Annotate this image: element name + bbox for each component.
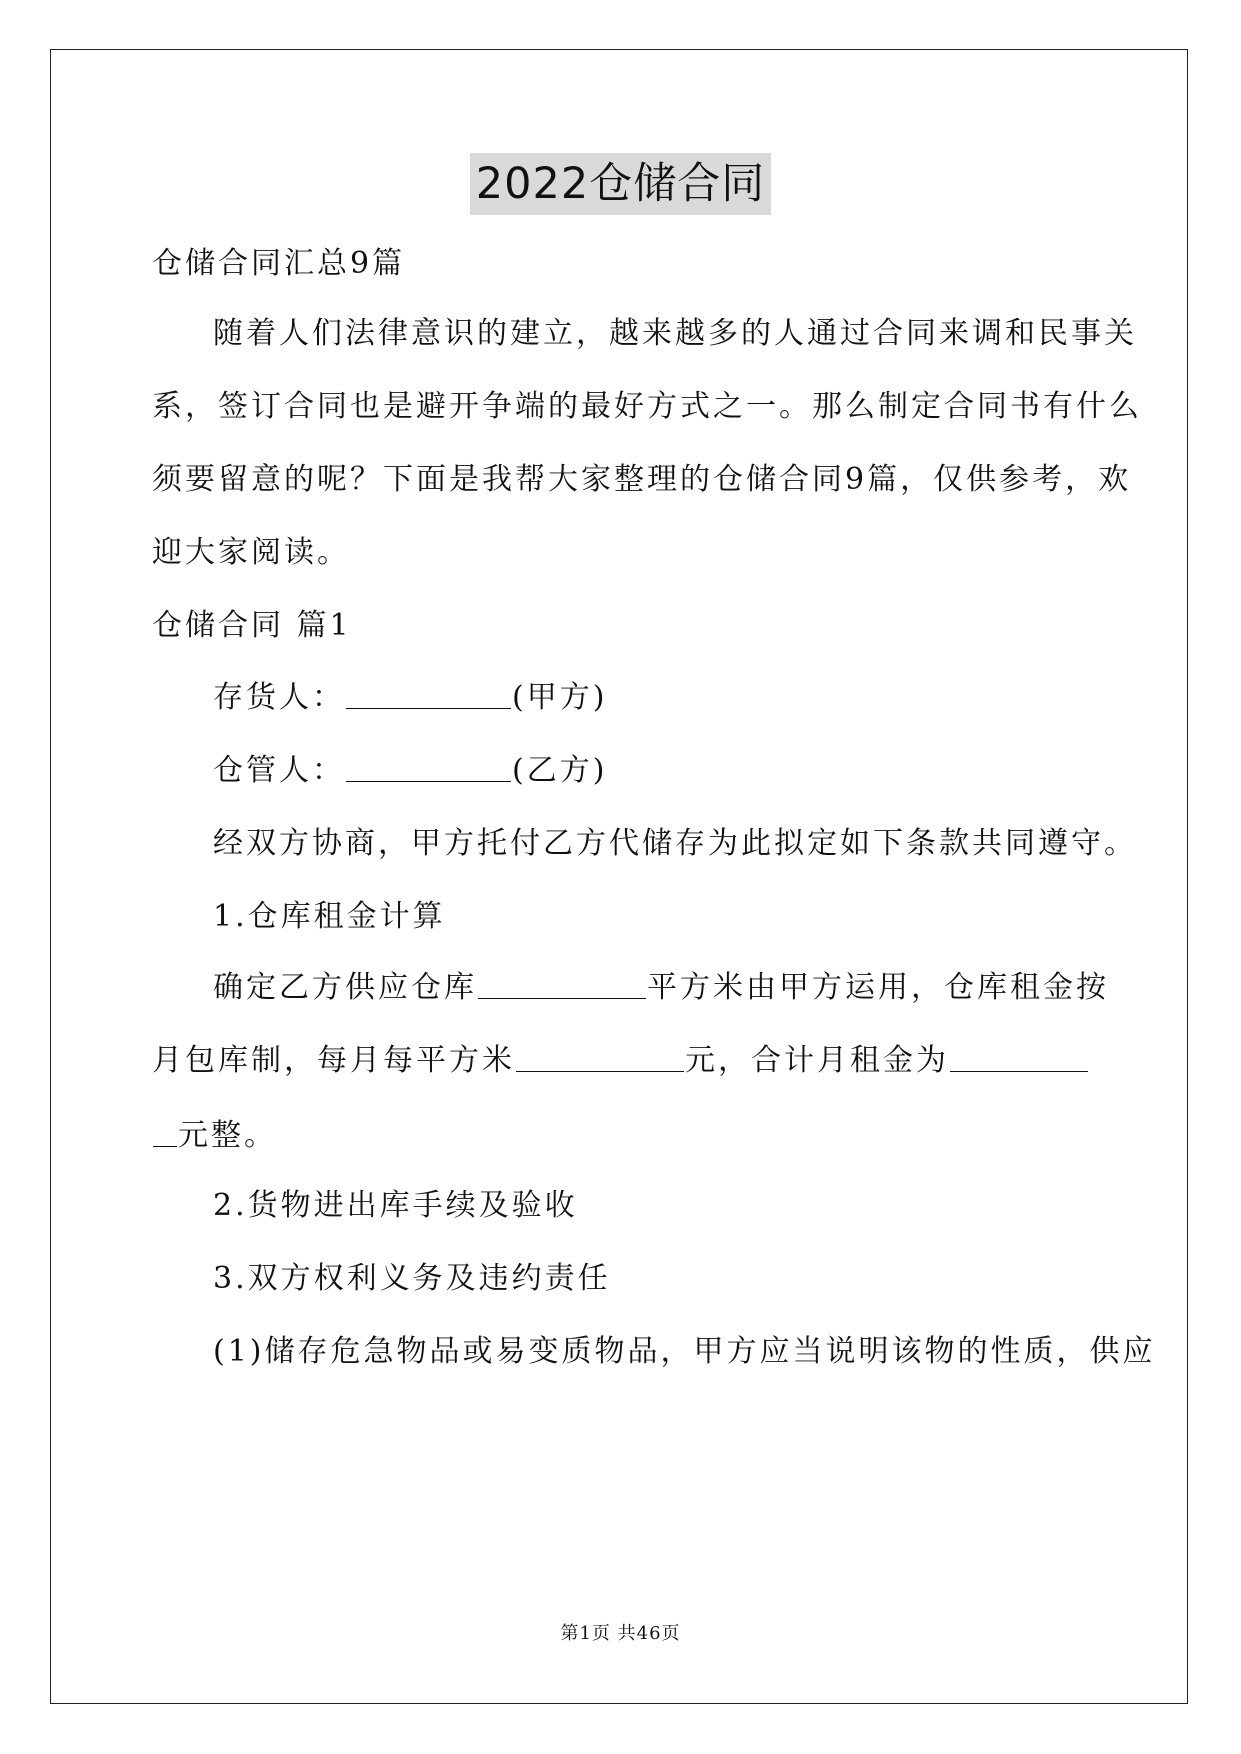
depositor-label: 存货人： bbox=[213, 680, 345, 715]
monthly-total-blank-cont bbox=[153, 1116, 177, 1147]
warehouse-area-blank bbox=[478, 968, 646, 999]
intro-line-2: 系，签订合同也是避开争端的最好方式之一。那么制定合同书有什么 bbox=[152, 389, 1142, 424]
keeper-label: 仓管人： bbox=[213, 753, 345, 788]
page-border bbox=[50, 49, 1188, 1704]
intro-line-4: 迎大家阅读。 bbox=[152, 535, 350, 570]
item-3: 3.双方权利义务及违约责任 bbox=[213, 1261, 611, 1296]
document-title: 2022仓储合同 bbox=[470, 153, 771, 215]
depositor-blank bbox=[346, 678, 511, 709]
intro-line-3: 须要留意的呢？下面是我帮大家整理的仓储合同9篇，仅供参考，欢 bbox=[152, 462, 1132, 497]
keeper-suffix: (乙方) bbox=[512, 753, 608, 788]
rent-line-2 bbox=[152, 1041, 1092, 1081]
rent-text-4: 元，合计月租金为 bbox=[685, 1043, 949, 1078]
monthly-total-blank bbox=[950, 1041, 1088, 1072]
unit-price-blank bbox=[516, 1041, 684, 1072]
rent-text-1: 确定乙方供应仓库 bbox=[213, 970, 477, 1005]
rent-text-3: 月包库制，每月每平方米 bbox=[152, 1043, 515, 1078]
rent-line-3 bbox=[152, 1116, 1092, 1156]
section-heading: 仓储合同 篇1 bbox=[152, 608, 352, 643]
agreement-line: 经双方协商，甲方托付乙方代储存为此拟定如下条款共同遵守。 bbox=[213, 826, 1137, 861]
depositor-suffix: (甲方) bbox=[512, 680, 608, 715]
subtitle: 仓储合同汇总9篇 bbox=[152, 246, 406, 281]
item-1: 1.仓库租金计算 bbox=[213, 899, 446, 934]
page-footer: 第1页 共46页 bbox=[560, 1623, 681, 1644]
rent-line-1 bbox=[213, 968, 1153, 1008]
rent-text-5: 元整。 bbox=[178, 1118, 277, 1153]
keeper-blank bbox=[346, 751, 511, 782]
intro-line-1: 随着人们法律意识的建立，越来越多的人通过合同来调和民事关 bbox=[213, 316, 1137, 351]
depositor-line bbox=[213, 678, 1153, 718]
keeper-line bbox=[213, 751, 1153, 791]
item-3-1: (1)储存危急物品或易变质物品，甲方应当说明该物的性质，供应 bbox=[213, 1334, 1156, 1369]
item-2: 2.货物进出库手续及验收 bbox=[213, 1188, 578, 1223]
rent-text-2: 平方米由甲方运用，仓库租金按 bbox=[647, 970, 1109, 1005]
